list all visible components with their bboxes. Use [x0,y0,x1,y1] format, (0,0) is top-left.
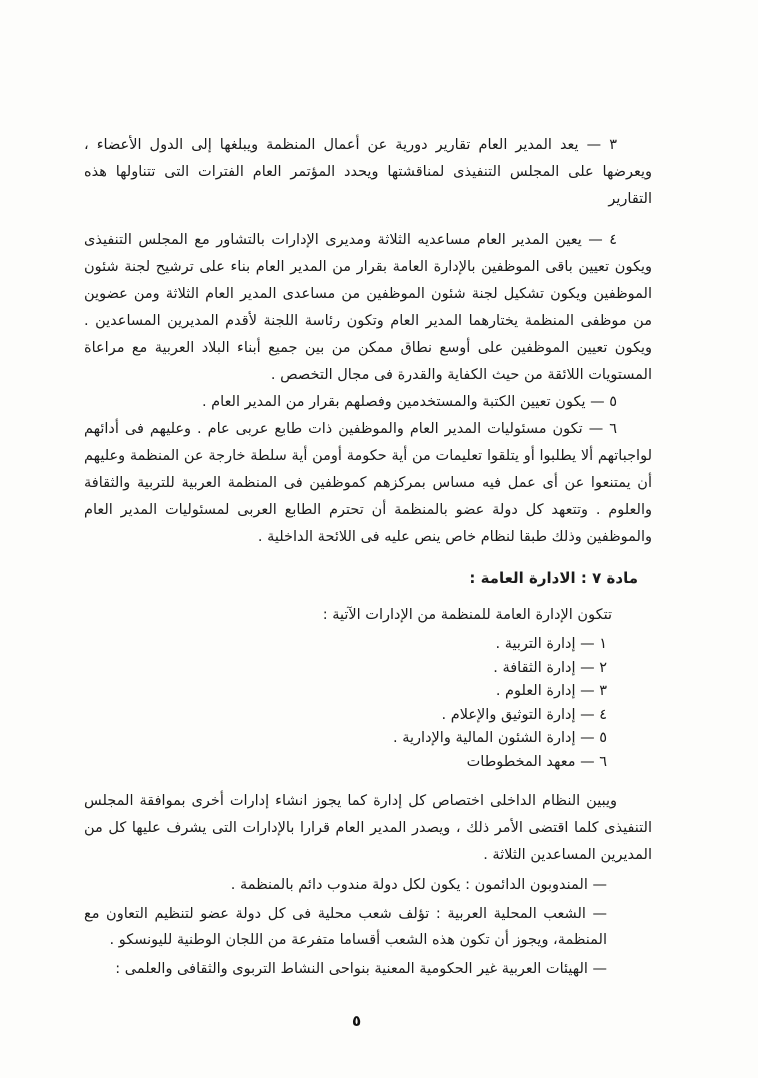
department-item-5: ٥ — إدارة الشئون المالية والإدارية . [393,730,607,746]
local-branches-item: — الشعب المحلية العربية : تؤلف شعب محلية فى كل دولة عضو لتنظيم التعاون مع المنظمة، ويجوز أن تكون هذه الشعب أقساما متفرعة من اللجان الوطنية لليونسكو . [84,906,607,948]
ngo-bodies-item: — الهيئات العربية غير الحكومية المعنية بنواحى النشاط التربوى والثقافى والعلمى : [115,961,607,977]
departments-list [84,633,607,774]
paragraph-item-6: ٦ — تكون مسئوليات المدير العام والموظفين ذات طابع عربى عام . وعليهم فى أدائهم لواجباتهم ألا يطلبوا أو يتلقوا تعليمات من أية حكومة أومن أية سلطة خارجة عن المنظمة وعليهم أن يمتنعوا عن أى عمل فيه مساس بمركزهم كموظفين فى المنظمة العربية للتربية والثقافة والعلوم . وتتعهد كل دولة عضو بالمنظمة أن تحترم الطابع العربى لمسئوليات المدير العام والموظفين وذلك طبقا لنظام خاص ينص عليه فى اللائحة الداخلية . [84,421,652,545]
article-7-intro: تتكون الإدارة العامة للمنظمة من الإدارات الآتية : [322,607,612,623]
bylaws-paragraph: ويبين النظام الداخلى اختصاص كل إدارة كما يجوز انشاء إدارات أخرى بموافقة المجلس التنفيذى كلما اقتضى الأمر ذلك ، ويصدر المدير العام قرارا بالإدارات التى يشرف عليها كل من المديرين المساعدين الثلاثة . [84,793,652,863]
paragraph-item-4: ٤ — يعين المدير العام مساعديه الثلاثة ومديرى الإدارات بالتشاور مع المجلس التنفيذى ويكون تعيين باقى الموظفين بالإدارة العامة بقرار من المدير العام بناء على ترشيح لجنة شئون الموظفين ويكون تشكيل لجنة شئون الموظفين من مساعدى المدير العام الثلاثة ومن عضوين من موظفى المنظمة يختارهما المدير العام وتكون رئاسة اللجنة لأقدم المديرين المساعدين . ويكون تعيين الموظفين على أوسع نطاق ممكن من بين جميع أبناء البلاد العربية مع مراعاة المستويات اللائقة من حيث الكفاية والقدرة فى مجال التخصص . [84,232,652,383]
permanent-delegates-item: — المندوبون الدائمون : يكون لكل دولة مندوب دائم بالمنظمة . [230,877,607,893]
department-item-6: ٦ — معهد المخطوطات [466,753,607,770]
paragraph-item-5: ٥ — يكون تعيين الكتبة والمستخدمين وفصلهم بقرار من المدير العام . [201,394,617,410]
paragraph-item-3: ٣ — يعد المدير العام تقارير دورية عن أعمال المنظمة ويبلغها إلى الدول الأعضاء ، ويعرضها على المجلس التنفيذى لمناقشتها ويحدد المؤتمر العام الفترات التى تتناولها هذه التقارير [84,137,652,207]
department-item-4: ٤ — إدارة التوثيق والإعلام . [441,706,607,723]
article-7-heading: مادة ٧ : الادارة العامة : [469,569,638,587]
department-item-3: ٣ — إدارة العلوم . [495,683,607,699]
department-item-2: ٢ — إدارة الثقافة . [493,659,607,676]
department-item-1: ١ — إدارة التربية . [495,636,607,652]
page-number: ٥ [352,1012,362,1030]
